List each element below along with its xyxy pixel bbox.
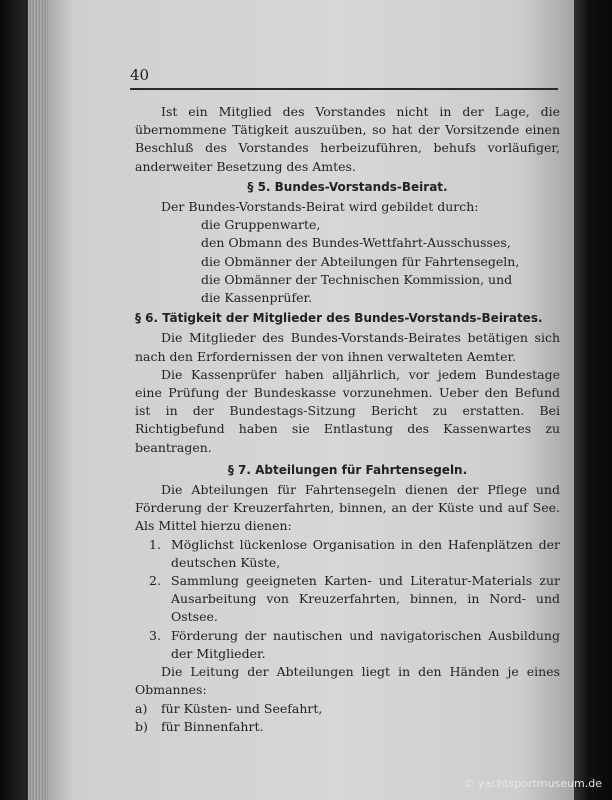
list-text: für Küsten- und Seefahrt, bbox=[161, 700, 323, 716]
list-item: die Obmänner der Abteilungen für Fahrtensegeln, bbox=[201, 253, 520, 269]
list-number: 2. bbox=[149, 573, 161, 589]
section-7-intro: Die Abteilungen für Fahrtensegeln dienen der Pflege und Förderung der Kreuzerfahrten, binnen, an der Küste und auf See. Als Mittel hierzu dienen: bbox=[135, 482, 560, 534]
section-5-lead: Der Bundes-Vorstands-Beirat wird gebildet durch: bbox=[161, 199, 479, 215]
list-number: 1. bbox=[149, 536, 161, 552]
list-text: Förderung der nautischen und navigatorischen Ausbildung der Mitglieder. bbox=[171, 627, 560, 661]
list-item bbox=[149, 536, 560, 572]
list-item: die Gruppenwarte, bbox=[201, 217, 321, 233]
intro-paragraph: Ist ein Mitglied des Vorstandes nicht in der Lage, die übernommene Tätigkeit auszuüben, so hat der Vorsitzende einen Beschluß des Vorstandes herbeizuführen, behufs vorläufiger, anderweiter Besetzung des Amtes. bbox=[135, 104, 560, 174]
page-body bbox=[135, 103, 560, 736]
header-rule bbox=[130, 88, 558, 90]
list-label: b) bbox=[135, 718, 148, 734]
list-text: Sammlung geeigneten Karten- und Literatur-Materials zur Ausarbeitung von Kreuzerfahrten, binnen, in Nord- und Ostsee. bbox=[171, 573, 560, 625]
section-6-paragraph: Die Mitglieder des Bundes-Vorstands-Beirates betätigen sich nach den Erfordernissen der von ihnen verwalteten Aemter. bbox=[135, 330, 560, 364]
section-7-lettered-list bbox=[135, 700, 560, 736]
list-item: den Obmann des Bundes-Wettfahrt-Ausschusses, bbox=[201, 235, 511, 251]
list-item: die Kassenprüfer. bbox=[201, 290, 313, 306]
book-spine-shadow bbox=[0, 0, 30, 800]
page-edges bbox=[28, 0, 50, 800]
section-5-list bbox=[161, 198, 560, 307]
list-text: für Binnenfahrt. bbox=[161, 718, 264, 734]
section-5-heading: § 5. Bundes-Vorstands-Beirat. bbox=[247, 179, 448, 194]
list-item bbox=[149, 627, 560, 663]
list-item bbox=[149, 572, 560, 627]
section-7-heading: § 7. Abteilungen für Fahrtensegeln. bbox=[227, 462, 468, 477]
list-text: Möglichst lückenlose Organisation in den Hafenplätzen der deutschen Küste, bbox=[171, 536, 560, 570]
copyright-watermark: © yachtsportmuseum.de bbox=[463, 777, 602, 790]
page-number: 40 bbox=[130, 66, 150, 84]
section-5-members bbox=[201, 216, 560, 307]
list-number: 3. bbox=[149, 627, 161, 643]
section-6-paragraph: Die Kassenprüfer haben alljährlich, vor jedem Bundestage eine Prüfung der Bundeskasse vorzunehmen. Ueber den Befund ist in der Bundestags-Sitzung Bericht zu erstatten. Bei Richtigbefund haben sie Entlastung des Kassenwartes zu beantragen. bbox=[135, 366, 560, 455]
list-item bbox=[135, 700, 560, 718]
section-6-heading: § 6. Tätigkeit der Mitglieder des Bundes-Vorstands-Beirates. bbox=[135, 311, 543, 326]
book-gutter-shadow bbox=[574, 0, 612, 800]
list-item bbox=[135, 718, 560, 736]
section-7-numbered-list bbox=[149, 536, 560, 663]
section-7-closing: Die Leitung der Abteilungen liegt in den Händen je eines Obmannes: bbox=[135, 664, 560, 698]
list-label: a) bbox=[135, 700, 148, 716]
list-item: die Obmänner der Technischen Kommission, und bbox=[201, 271, 513, 287]
